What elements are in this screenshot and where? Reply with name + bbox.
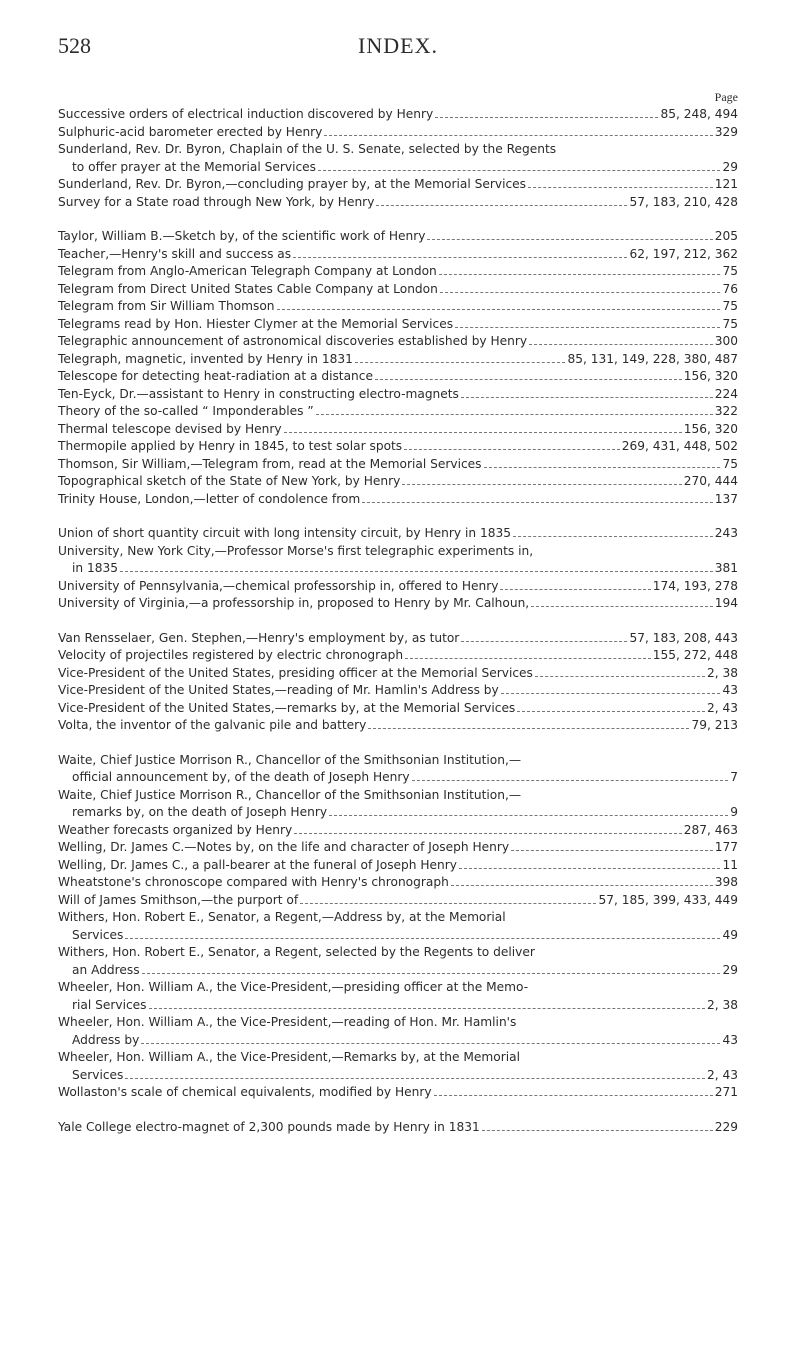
- entry-text: Thermal telescope devised by Henry: [58, 421, 282, 436]
- index-entry: [58, 386, 738, 404]
- index-entry: [58, 333, 738, 351]
- entry-text: rial Services: [72, 997, 147, 1012]
- entry-pages: 269, 431, 448, 502: [621, 439, 738, 453]
- index-entry: [58, 525, 738, 543]
- entry-pages: 300: [714, 334, 738, 348]
- entry-text: Vice-President of the United States,—remarks by, at the Memorial Services: [58, 700, 516, 715]
- index-group: [58, 630, 738, 735]
- entry-row: [58, 246, 738, 264]
- index-entry: [58, 368, 738, 386]
- entry-row: [58, 700, 738, 718]
- index-entry: [58, 263, 738, 281]
- entry-text: Yale College electro-magnet of 2,300 pounds made by Henry in 1831: [58, 1119, 480, 1134]
- index-entry: [58, 839, 738, 857]
- entry-row: [58, 595, 738, 613]
- index-entry: [58, 194, 738, 212]
- entry-pages: 7: [730, 770, 738, 784]
- entry-text-line: Waite, Chief Justice Morrison R., Chancellor of the Smithsonian Institution,—: [58, 787, 522, 802]
- entry-text: Services: [72, 927, 124, 942]
- dot-leader: [300, 903, 596, 904]
- entry-text: Theory of the so-called “ Imponderables ”: [58, 404, 314, 418]
- entry-pages: 29: [722, 159, 738, 174]
- entry-text: official announcement by, of the death of Joseph Henry: [72, 770, 410, 784]
- entry-text: Taylor, William B.—Sketch by, of the scientific work of Henry: [58, 229, 426, 243]
- index-entry: [58, 1014, 738, 1049]
- entry-text: Survey for a State road through New York, by Henry: [58, 194, 375, 209]
- entry-pages: 224: [714, 386, 738, 401]
- entry-text-line: Withers, Hon. Robert E., Senator, a Regent,—Address by, at the Memorial: [58, 910, 506, 924]
- entry-text-line: Wheeler, Hon. William A., the Vice-President,—Remarks by, at the Memorial: [58, 1050, 520, 1064]
- entry-row: [58, 456, 738, 474]
- entry-pages: 76: [722, 281, 738, 296]
- entry-text: Welling, Dr. James C.—Notes by, on the life and character of Joseph Henry: [58, 840, 510, 854]
- entry-text: Sunderland, Rev. Dr. Byron,—concluding prayer by, at the Memorial Services: [58, 177, 527, 191]
- entry-text: Sulphuric-acid barometer erected by Henry: [58, 124, 323, 139]
- index-entry: [58, 909, 738, 944]
- entry-pages: 75: [722, 456, 738, 471]
- entry-text-line: Wheeler, Hon. William A., the Vice-President,—reading of Hon. Mr. Hamlin's: [58, 1015, 517, 1029]
- entry-pages: 43: [722, 683, 738, 697]
- entry-text: to offer prayer at the Memorial Services: [72, 159, 317, 174]
- dot-leader: [355, 362, 566, 363]
- entry-text: Thermopile applied by Henry in 1845, to test solar spots: [58, 439, 403, 453]
- entry-row: [58, 682, 738, 700]
- entry-text: Telegram from Sir William Thomson: [58, 299, 275, 313]
- index-entry: [58, 665, 738, 683]
- entry-pages: 49: [722, 927, 738, 942]
- entry-text: Velocity of projectiles registered by electric chronograph: [58, 648, 404, 662]
- index-entry: [58, 682, 738, 700]
- entry-text: Weather forecasts organized by Henry: [58, 822, 293, 837]
- entry-text: Telegraphic announcement of astronomical discoveries established by Henry: [58, 334, 528, 348]
- dot-leader: [455, 327, 720, 328]
- index-entry: [58, 141, 738, 176]
- entry-row: [58, 1084, 738, 1102]
- index-entry: [58, 438, 738, 456]
- dot-leader: [412, 780, 729, 781]
- dot-leader: [435, 117, 658, 118]
- index-entry: [58, 351, 738, 369]
- entry-pages: 177: [714, 840, 738, 854]
- entry-text: Telegrams read by Hon. Hiester Clymer at the Memorial Services: [58, 316, 454, 331]
- dot-leader: [402, 484, 681, 485]
- entry-pages: 75: [722, 299, 738, 313]
- entry-row: [58, 106, 738, 124]
- index-entry: [58, 578, 738, 596]
- entry-row: [58, 368, 738, 386]
- entry-row: [58, 804, 738, 822]
- index-entry: [58, 630, 738, 648]
- entry-text: Vice-President of the United States, presiding officer at the Memorial Services: [58, 665, 533, 680]
- page-column-label: Page: [714, 90, 738, 104]
- entry-pages: 271: [714, 1085, 738, 1099]
- entry-row: [58, 298, 738, 316]
- entry-pages: 75: [722, 264, 738, 278]
- entry-pages: 243: [714, 526, 738, 540]
- dot-leader: [368, 728, 689, 729]
- dot-leader: [513, 536, 713, 537]
- dot-leader: [500, 589, 650, 590]
- entry-row: [58, 281, 738, 299]
- entry-pages: 85, 131, 149, 228, 380, 487: [567, 351, 738, 366]
- dot-leader: [434, 1095, 713, 1096]
- index-entry: [58, 717, 738, 735]
- index-entry: [58, 752, 738, 787]
- entry-pages: 75: [722, 316, 738, 331]
- entry-row: [58, 927, 738, 945]
- entry-row: [58, 962, 738, 980]
- index-entry: [58, 595, 738, 613]
- index-group: [58, 1119, 738, 1137]
- entry-text-line: Sunderland, Rev. Dr. Byron, Chaplain of the U. S. Senate, selected by the Regents: [58, 142, 557, 156]
- entry-pages: 57, 183, 210, 428: [629, 194, 738, 209]
- entry-text: University of Pennsylvania,—chemical professorship in, offered to Henry: [58, 578, 499, 593]
- index-entry: [58, 1049, 738, 1084]
- entry-text: Van Rensselaer, Gen. Stephen,—Henry's employment by, as tutor: [58, 630, 460, 645]
- entry-pages: 11: [722, 857, 738, 872]
- entry-pages: 229: [714, 1119, 738, 1134]
- entry-row: [58, 665, 738, 683]
- entry-text: Telegram from Direct United States Cable Company at London: [58, 281, 438, 296]
- dot-leader: [459, 868, 720, 869]
- entry-text: Welling, Dr. James C., a pall-bearer at the funeral of Joseph Henry: [58, 857, 457, 872]
- page-number: 528: [58, 33, 91, 58]
- dot-leader: [277, 309, 721, 310]
- entry-row: [58, 997, 738, 1015]
- entry-text: Will of James Smithson,—the purport of: [58, 892, 299, 907]
- entry-text-line: Withers, Hon. Robert E., Senator, a Regent, selected by the Regents to deliver: [58, 945, 535, 959]
- index-group: [58, 525, 738, 613]
- dot-leader: [535, 676, 705, 677]
- dot-leader: [125, 938, 720, 939]
- entry-row: [58, 438, 738, 456]
- entry-row: [58, 176, 738, 194]
- page-title: INDEX.: [358, 33, 438, 58]
- entry-text-line: Waite, Chief Justice Morrison R., Chancellor of the Smithsonian Institution,—: [58, 752, 522, 767]
- entry-pages: 156, 320: [683, 421, 738, 436]
- entry-row: [58, 351, 738, 369]
- index-entry: [58, 787, 738, 822]
- index-entry: [58, 857, 738, 875]
- dot-leader: [531, 606, 713, 607]
- index-entry: [58, 246, 738, 264]
- index-entry: [58, 647, 738, 665]
- entry-row: [58, 1067, 738, 1085]
- entry-text: an Address: [72, 962, 140, 977]
- index-entry: [58, 1084, 738, 1102]
- page-header: [58, 33, 738, 63]
- index-entry: [58, 228, 738, 246]
- entry-row: [58, 560, 738, 578]
- entry-row: [58, 386, 738, 404]
- dot-leader: [501, 693, 721, 694]
- index-entry: [58, 491, 738, 509]
- entry-text-line: University, New York City,—Professor Morse's first telegraphic experiments in,: [58, 543, 534, 558]
- entry-text: in 1835: [72, 561, 119, 575]
- dot-leader: [461, 397, 713, 398]
- dot-leader: [141, 1043, 720, 1044]
- entry-row: [58, 525, 738, 543]
- entry-row: [58, 839, 738, 857]
- entry-text: Wollaston's scale of chemical equivalents, modified by Henry: [58, 1085, 432, 1099]
- dot-leader: [316, 414, 713, 415]
- dot-leader: [482, 1130, 713, 1131]
- entry-text: Volta, the inventor of the galvanic pile and battery: [58, 718, 367, 732]
- entry-text: Address by: [72, 1032, 140, 1047]
- index-group: [58, 752, 738, 1102]
- index-entry: [58, 700, 738, 718]
- entry-row: [58, 717, 738, 735]
- entry-row: [58, 822, 738, 840]
- entry-text: remarks by, on the death of Joseph Henry: [72, 805, 328, 819]
- entry-row: [58, 421, 738, 439]
- dot-leader: [529, 344, 713, 345]
- entry-pages: 329: [714, 124, 738, 139]
- entry-row: [58, 228, 738, 246]
- entry-text: Topographical sketch of the State of New York, by Henry: [58, 474, 401, 488]
- entry-row: [58, 874, 738, 892]
- entry-text: Thomson, Sir William,—Telegram from, read at the Memorial Services: [58, 456, 482, 471]
- index-group: [58, 106, 738, 211]
- dot-leader: [528, 187, 713, 188]
- index-entry: [58, 892, 738, 910]
- entry-pages: 121: [714, 177, 738, 191]
- index-entry: [58, 979, 738, 1014]
- dot-leader: [404, 449, 620, 450]
- dot-leader: [484, 467, 721, 468]
- entry-pages: 194: [714, 596, 738, 610]
- entry-row: [58, 333, 738, 351]
- entry-row: [58, 630, 738, 648]
- entry-pages: 2, 43: [706, 700, 738, 715]
- entry-pages: 155, 272, 448: [652, 648, 738, 662]
- entry-text: Vice-President of the United States,—reading of Mr. Hamlin's Address by: [58, 683, 499, 697]
- index-entry: [58, 124, 738, 142]
- entry-pages: 57, 183, 208, 443: [629, 630, 738, 645]
- entry-pages: 137: [714, 491, 738, 506]
- dot-leader: [427, 239, 712, 240]
- entry-pages: 156, 320: [683, 369, 738, 383]
- entry-text: University of Virginia,—a professorship in, proposed to Henry by Mr. Calhoun,: [58, 596, 530, 610]
- dot-leader: [294, 833, 682, 834]
- entry-pages: 287, 463: [683, 822, 738, 837]
- entry-pages: 381: [714, 561, 738, 575]
- entry-pages: 270, 444: [683, 474, 738, 488]
- dot-leader: [511, 850, 713, 851]
- entry-row: [58, 194, 738, 212]
- entry-row: [58, 892, 738, 910]
- entry-text: Successive orders of electrical induction discovered by Henry: [58, 107, 434, 121]
- entry-row: [58, 124, 738, 142]
- dot-leader: [376, 205, 627, 206]
- entry-text: Trinity House, London,—letter of condolence from: [58, 491, 361, 506]
- entry-row: [58, 647, 738, 665]
- dot-leader: [318, 170, 720, 171]
- entry-text: Telegram from Anglo-American Telegraph Company at London: [58, 264, 437, 278]
- index-entry: [58, 456, 738, 474]
- dot-leader: [329, 815, 728, 816]
- dot-leader: [324, 135, 712, 136]
- entry-pages: 2, 38: [706, 665, 738, 680]
- entry-row: [58, 1032, 738, 1050]
- entry-text: Services: [72, 1067, 124, 1082]
- entry-pages: 85, 248, 494: [660, 107, 738, 121]
- entry-pages: 62, 197, 212, 362: [629, 246, 738, 261]
- index-entry: [58, 281, 738, 299]
- entry-text: Telescope for detecting heat-radiation at a distance: [58, 369, 373, 383]
- dot-leader: [284, 432, 682, 433]
- entry-pages: 322: [714, 404, 738, 418]
- dot-leader: [120, 571, 713, 572]
- entry-pages: 79, 213: [691, 718, 738, 732]
- entry-row: [58, 769, 738, 787]
- index-entry: [58, 874, 738, 892]
- index-group: [58, 228, 738, 508]
- entry-pages: 43: [722, 1032, 738, 1047]
- entry-row: [58, 857, 738, 875]
- dot-leader: [439, 274, 721, 275]
- entry-text: Telegraph, magnetic, invented by Henry in 1831: [58, 351, 353, 366]
- entry-pages: 2, 38: [706, 997, 738, 1012]
- entry-row: [58, 159, 738, 177]
- index-entry: [58, 421, 738, 439]
- entry-row: [58, 1119, 738, 1137]
- dot-leader: [517, 711, 705, 712]
- index-entries: [58, 106, 738, 1153]
- index-entry: [58, 403, 738, 421]
- dot-leader: [375, 379, 682, 380]
- index-entry: [58, 298, 738, 316]
- entry-row: [58, 403, 738, 421]
- index-entry: [58, 944, 738, 979]
- dot-leader: [440, 292, 721, 293]
- index-entry: [58, 316, 738, 334]
- index-entry: [58, 106, 738, 124]
- entry-text-line: Wheeler, Hon. William A., the Vice-President,—presiding officer at the Memo-: [58, 980, 529, 994]
- entry-pages: 9: [730, 805, 738, 819]
- entry-row: [58, 316, 738, 334]
- entry-pages: 57, 185, 399, 433, 449: [598, 892, 738, 907]
- dot-leader: [125, 1078, 705, 1079]
- dot-leader: [461, 641, 627, 642]
- dot-leader: [293, 257, 627, 258]
- entry-row: [58, 578, 738, 596]
- index-entry: [58, 822, 738, 840]
- entry-row: [58, 491, 738, 509]
- entry-row: [58, 473, 738, 491]
- dot-leader: [149, 1008, 705, 1009]
- dot-leader: [362, 502, 712, 503]
- dot-leader: [451, 885, 713, 886]
- entry-text: Union of short quantity circuit with long intensity circuit, by Henry in 1835: [58, 526, 511, 540]
- entry-pages: 2, 43: [706, 1067, 738, 1082]
- index-entry: [58, 473, 738, 491]
- entry-pages: 205: [714, 229, 738, 243]
- entry-pages: 174, 193, 278: [652, 578, 738, 593]
- index-entry: [58, 1119, 738, 1137]
- entry-pages: 29: [722, 962, 738, 977]
- index-entry: [58, 176, 738, 194]
- dot-leader: [405, 658, 651, 659]
- entry-row: [58, 263, 738, 281]
- entry-pages: 398: [714, 875, 738, 889]
- dot-leader: [142, 973, 721, 974]
- entry-text: Ten-Eyck, Dr.—assistant to Henry in constructing electro-magnets: [58, 386, 459, 401]
- entry-text: Teacher,—Henry's skill and success as: [58, 246, 292, 261]
- index-entry: [58, 543, 738, 578]
- entry-text: Wheatstone's chronoscope compared with Henry's chronograph: [58, 875, 449, 889]
